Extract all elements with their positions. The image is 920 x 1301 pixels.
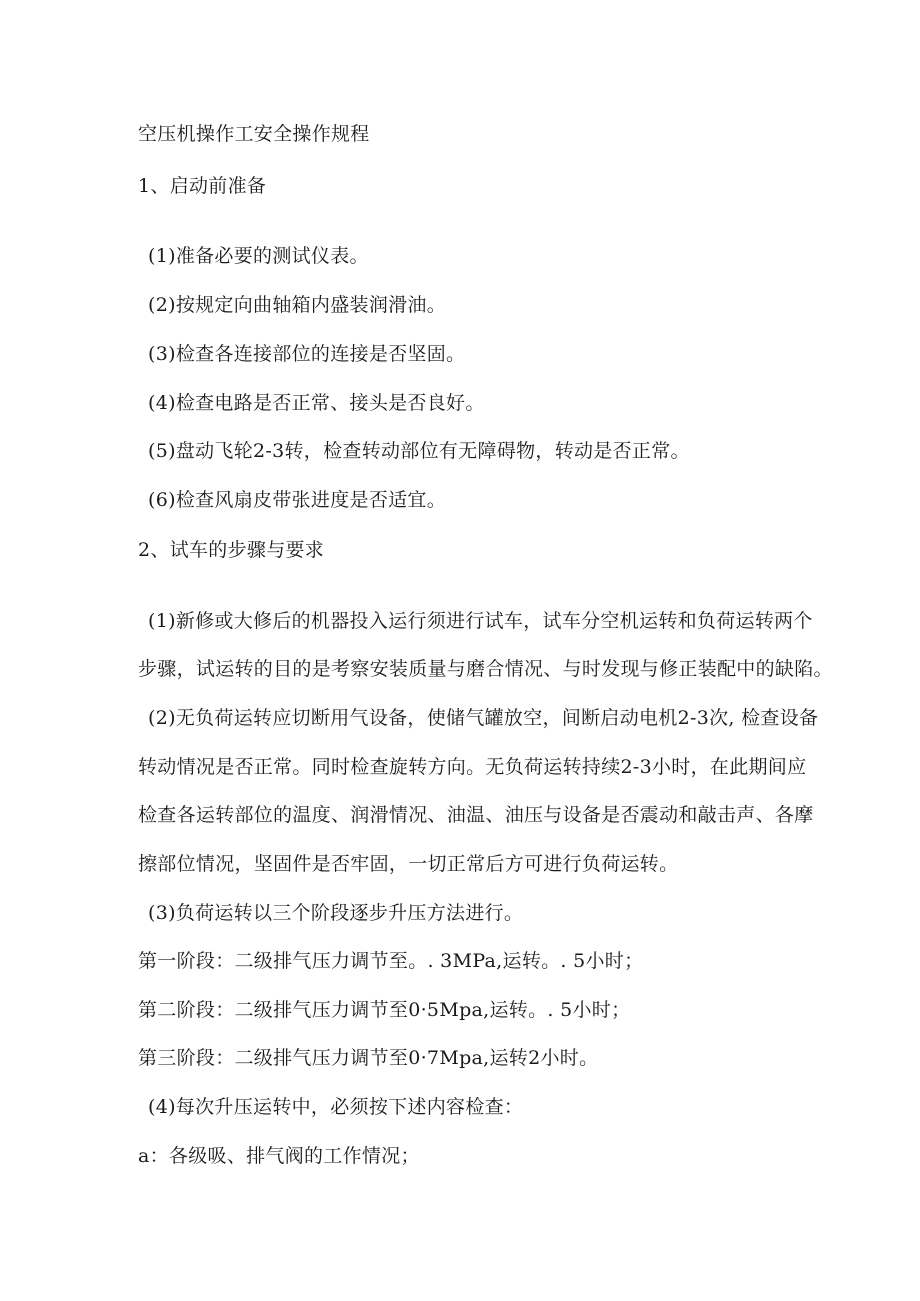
document-title: 空压机操作工安全操作规程 [138,123,370,145]
section-2-para-2-line-3: 检查各运转部位的温度、润滑情况、油温、油压与设备是否震动和敲击声、各摩 [138,804,814,826]
section-1-item-3: (3)检查各连接部位的连接是否坚固。 [148,343,466,365]
stage-2: 第二阶段：二级排气压力调节至0·5Mpa,运转。. 5小时； [138,999,631,1021]
section-1-item-5: (5)盘动飞轮2-3转，检查转动部位有无障碍物，转动是否正常。 [148,440,690,462]
section-1-item-2: (2)按规定向曲轴箱内盛装润滑油。 [148,294,447,316]
section-1-heading: 1、启动前准备 [138,175,267,197]
section-1-item-4: (4)检查电路是否正常、接头是否良好。 [148,392,485,414]
stage-1: 第一阶段：二级排气压力调节至。. 3MPa,运转。. 5小时； [138,950,644,972]
section-2-para-4: (4)每次升压运转中，必须按下述内容检查： [148,1096,524,1118]
stage-3: 第三阶段：二级排气压力调节至0·7Mpa,运转2小时。 [138,1047,599,1069]
check-item-a: a：各级吸、排气阀的工作情况； [138,1145,420,1167]
section-2-para-3: (3)负荷运转以三个阶段逐步升压方法进行。 [148,902,524,924]
section-2-para-2-line-1: (2)无负荷运转应切断用气设备，使储气罐放空，间断启动电机2-3次, 检查设备 [148,707,819,729]
section-2-heading: 2、试车的步骤与要求 [138,539,325,561]
section-2-para-1-line-1: (1)新修或大修后的机器投入运行须进行试车，试车分空机运转和负荷运转两个 [148,610,813,632]
section-2-para-1-line-2: 步骤，试运转的目的是考察安装质量与磨合情况、与时发现与修正装配中的缺陷。 [138,658,833,680]
section-2-para-2-line-2: 转动情况是否正常。同时检查旋转方向。无负荷运转持续2-3小时，在此期间应 [138,756,807,778]
section-2-para-2-line-4: 擦部位情况，坚固件是否牢固，一切正常后方可进行负荷运转。 [138,853,679,875]
section-1-item-6: (6)检查风扇皮带张进度是否适宜。 [148,489,447,511]
section-1-item-1: (1)准备必要的测试仪表。 [148,245,369,267]
